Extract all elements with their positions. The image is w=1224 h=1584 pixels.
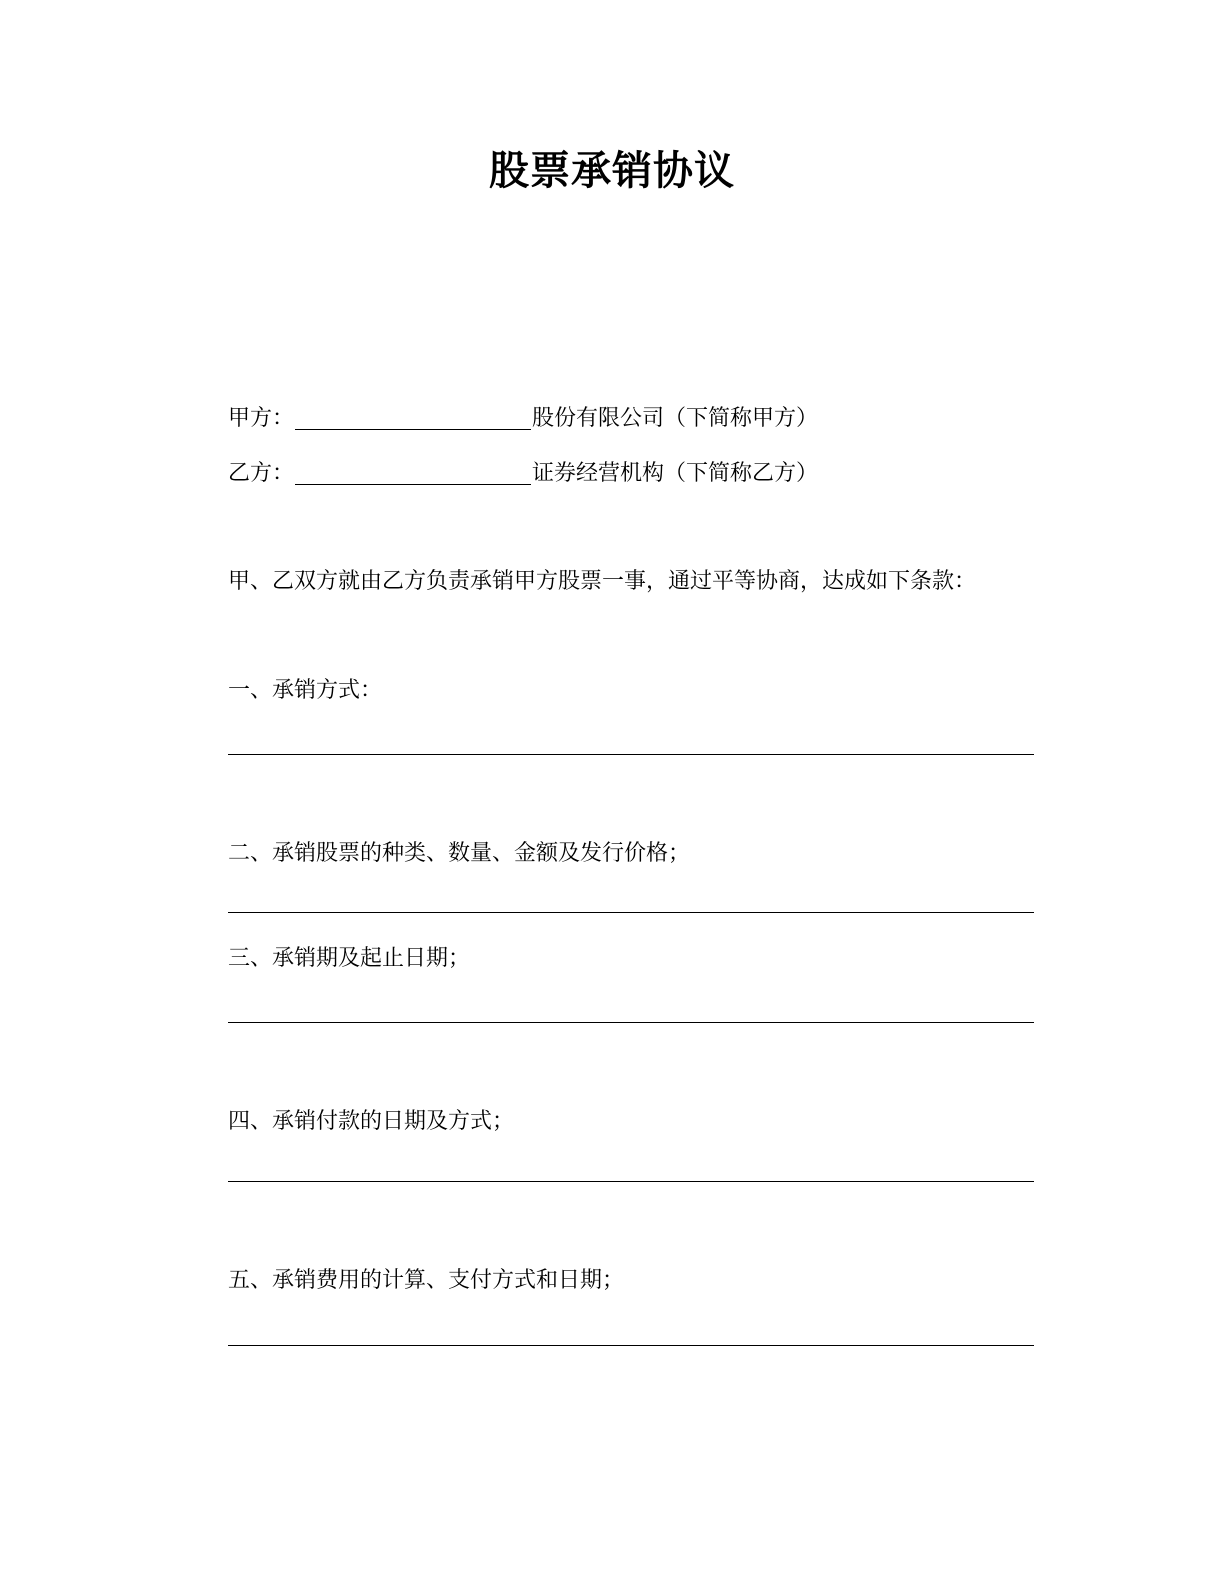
- clause-3-heading: 三、承销期及起止日期；: [228, 946, 471, 971]
- party-a-line: [228, 404, 818, 434]
- clause-1-fill-line[interactable]: [228, 754, 1034, 755]
- party-b-name-blank[interactable]: [295, 462, 531, 485]
- clause-5-heading: 五、承销费用的计算、支付方式和日期；: [228, 1268, 625, 1293]
- document-title: 股票承销协议: [489, 148, 735, 194]
- clause-4-fill-line[interactable]: [228, 1181, 1034, 1182]
- intro-paragraph: 甲、乙双方就由乙方负责承销甲方股票一事，通过平等协商，达成如下条款：: [228, 569, 977, 594]
- party-a-name-blank[interactable]: [295, 407, 531, 430]
- clause-1-heading: 一、承销方式：: [228, 678, 383, 703]
- party-a-suffix: 股份有限公司（下简称甲方）: [532, 406, 819, 431]
- clause-2-heading: 二、承销股票的种类、数量、金额及发行价格；: [228, 841, 691, 866]
- clause-4-heading: 四、承销付款的日期及方式；: [228, 1109, 515, 1134]
- party-a-label: 甲方：: [228, 406, 295, 431]
- party-b-suffix: 证券经营机构（下简称乙方）: [532, 461, 819, 486]
- party-b-line: [228, 459, 818, 489]
- clause-2-fill-line[interactable]: [228, 912, 1034, 913]
- clause-5-fill-line[interactable]: [228, 1345, 1034, 1346]
- clause-3-fill-line[interactable]: [228, 1022, 1034, 1023]
- party-b-label: 乙方：: [228, 461, 295, 486]
